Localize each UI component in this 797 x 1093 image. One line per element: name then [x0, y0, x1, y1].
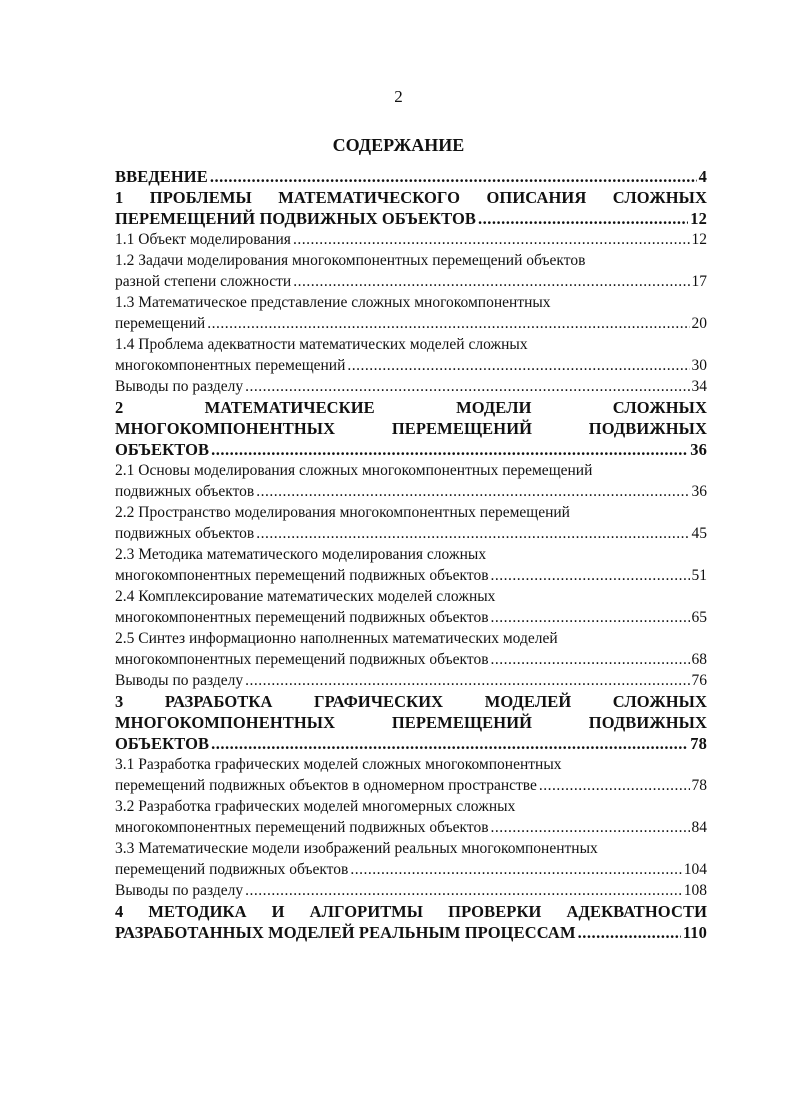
toc-entry-text: ПЕРЕМЕЩЕНИЙ ПОДВИЖНЫХ ОБЪЕКТОВ: [115, 209, 477, 228]
dot-leader: [578, 922, 681, 943]
toc-entry-text: подвижных объектов: [115, 525, 255, 542]
toc-entry-2-3-line1: 2.3 Методика математического моделирования сложных: [115, 546, 487, 563]
toc-entry-2-2[interactable]: [115, 523, 707, 544]
dot-leader: [207, 313, 689, 334]
toc-entry-1-1[interactable]: [115, 229, 707, 250]
toc-entry-page: 30: [691, 357, 707, 374]
toc-entry-page: 84: [691, 819, 707, 836]
dot-leader: [350, 859, 681, 880]
dot-leader: [491, 607, 690, 628]
toc-entry-3-3-line1: 3.3 Математические модели изображений реальных многокомпонентных: [115, 840, 598, 857]
dot-leader: [211, 733, 688, 754]
dot-leader: [210, 166, 697, 187]
dot-leader: [256, 481, 689, 502]
toc-entry-conclusions-2[interactable]: [115, 670, 707, 691]
toc-entry-page: 78: [691, 777, 707, 794]
toc-entry-text: Выводы по разделу: [115, 882, 244, 899]
toc-entry-page: 68: [691, 651, 707, 668]
toc-entry-page: 36: [691, 483, 707, 500]
toc-entry-text: перемещений: [115, 315, 206, 332]
toc-entry-page: 20: [691, 315, 707, 332]
dot-leader: [491, 817, 690, 838]
dot-leader: [211, 439, 688, 460]
toc-entry-1-2-line1: 1.2 Задачи моделирования многокомпонентных перемещений объектов: [115, 252, 586, 269]
toc-chapter-3-heading-line1: 3 РАЗРАБОТКА ГРАФИЧЕСКИХ МОДЕЛЕЙ СЛОЖНЫХ: [115, 692, 707, 711]
page-number: 2: [394, 87, 403, 106]
toc-entry-text: перемещений подвижных объектов: [115, 861, 349, 878]
toc-chapter-4-heading: 4 МЕТОДИКА И АЛГОРИТМЫ ПРОВЕРКИ АДЕКВАТНОСТИ: [115, 902, 707, 921]
toc-entry-page: 45: [691, 525, 707, 542]
dot-leader: [347, 355, 689, 376]
toc-entry-page: 34: [691, 378, 707, 395]
toc-entry-text: Выводы по разделу: [115, 378, 244, 395]
dot-leader: [256, 523, 689, 544]
toc-entry-2-4-line1: 2.4 Комплексирование математических моделей сложных: [115, 588, 496, 605]
toc-entry-page: 110: [682, 923, 707, 942]
toc-entry-chapter-4[interactable]: [115, 922, 707, 943]
toc-entry-text: многокомпонентных перемещений: [115, 357, 346, 374]
toc-entry-text: многокомпонентных перемещений подвижных объектов: [115, 567, 489, 584]
toc-entry-3-1[interactable]: [115, 775, 707, 796]
toc-title: СОДЕРЖАНИЕ: [332, 135, 465, 155]
toc-entry-page: 4: [698, 167, 707, 186]
toc-entry-2-2-line1: 2.2 Пространство моделирования многокомпонентных перемещений: [115, 504, 570, 521]
toc-entry-chapter-3[interactable]: [115, 733, 707, 754]
toc-entry-page: 17: [691, 273, 707, 290]
toc-entry-page: 36: [690, 440, 707, 459]
toc-entry-page: 65: [691, 609, 707, 626]
toc-entry-2-3[interactable]: [115, 565, 707, 586]
toc-entry-page: 108: [683, 882, 707, 899]
toc-chapter-3-heading-line2: МНОГОКОМПОНЕНТНЫХ ПЕРЕМЕЩЕНИЙ ПОДВИЖНЫХ: [115, 713, 707, 732]
toc-entry-text: ОБЪЕКТОВ: [115, 440, 210, 459]
toc-entry-page: 12: [690, 209, 707, 228]
toc-entry-3-2[interactable]: [115, 817, 707, 838]
toc-entry-text: Выводы по разделу: [115, 672, 244, 689]
toc-entry-3-1-line1: 3.1 Разработка графических моделей сложных многокомпонентных: [115, 756, 562, 773]
table-of-contents: [115, 166, 707, 943]
toc-entry-1-3-line1: 1.3 Математическое представление сложных многокомпонентных: [115, 294, 551, 311]
toc-entry-conclusions-1[interactable]: [115, 376, 707, 397]
toc-entry-chapter-2[interactable]: [115, 439, 707, 460]
toc-entry-text: многокомпонентных перемещений подвижных объектов: [115, 819, 489, 836]
toc-entry-1-4[interactable]: [115, 355, 707, 376]
toc-entry-page: 78: [690, 734, 707, 753]
toc-entry-page: 51: [691, 567, 707, 584]
toc-entry-text: РАЗРАБОТАННЫХ МОДЕЛЕЙ РЕАЛЬНЫМ ПРОЦЕССАМ: [115, 923, 576, 942]
toc-entry-page: 12: [691, 231, 707, 248]
dot-leader: [245, 880, 682, 901]
toc-chapter-2-heading-line1: 2 МАТЕМАТИЧЕСКИЕ МОДЕЛИ СЛОЖНЫХ: [115, 398, 707, 417]
toc-entry-text: ОБЪЕКТОВ: [115, 734, 210, 753]
toc-entry-text: 1.1 Объект моделирования: [115, 231, 291, 248]
toc-chapter-1-heading: 1 ПРОБЛЕМЫ МАТЕМАТИЧЕСКОГО ОПИСАНИЯ СЛОЖНЫХ: [115, 188, 707, 207]
toc-entry-text: подвижных объектов: [115, 483, 255, 500]
toc-chapter-2-heading-line2: МНОГОКОМПОНЕНТНЫХ ПЕРЕМЕЩЕНИЙ ПОДВИЖНЫХ: [115, 419, 707, 438]
toc-entry-1-3[interactable]: [115, 313, 707, 334]
toc-entry-3-2-line1: 3.2 Разработка графических моделей многомерных сложных: [115, 798, 516, 815]
toc-entry-chapter-1[interactable]: [115, 208, 707, 229]
dot-leader: [539, 775, 690, 796]
toc-entry-text: ВВЕДЕНИЕ: [115, 167, 208, 186]
dot-leader: [293, 271, 689, 292]
toc-entry-2-1-line1: 2.1 Основы моделирования сложных многокомпонентных перемещений: [115, 462, 593, 479]
toc-entry-text: перемещений подвижных объектов в одномерном пространстве: [115, 777, 537, 794]
dot-leader: [245, 670, 689, 691]
toc-entry-2-5[interactable]: [115, 649, 707, 670]
toc-entry-1-2[interactable]: [115, 271, 707, 292]
dot-leader: [245, 376, 689, 397]
dot-leader: [478, 208, 688, 229]
toc-entry-3-3[interactable]: [115, 859, 707, 880]
toc-entry-text: многокомпонентных перемещений подвижных объектов: [115, 609, 489, 626]
toc-entry-2-4[interactable]: [115, 607, 707, 628]
toc-entry-2-1[interactable]: [115, 481, 707, 502]
dot-leader: [293, 229, 690, 250]
toc-entry-introduction[interactable]: [115, 166, 707, 187]
dot-leader: [491, 649, 690, 670]
toc-entry-conclusions-3[interactable]: [115, 880, 707, 901]
toc-entry-page: 104: [683, 861, 707, 878]
toc-entry-text: разной степени сложности: [115, 273, 292, 290]
dot-leader: [491, 565, 690, 586]
toc-entry-1-4-line1: 1.4 Проблема адекватности математических моделей сложных: [115, 336, 528, 353]
toc-entry-page: 76: [691, 672, 707, 689]
toc-entry-2-5-line1: 2.5 Синтез информационно наполненных математических моделей: [115, 630, 558, 647]
toc-entry-text: многокомпонентных перемещений подвижных объектов: [115, 651, 489, 668]
